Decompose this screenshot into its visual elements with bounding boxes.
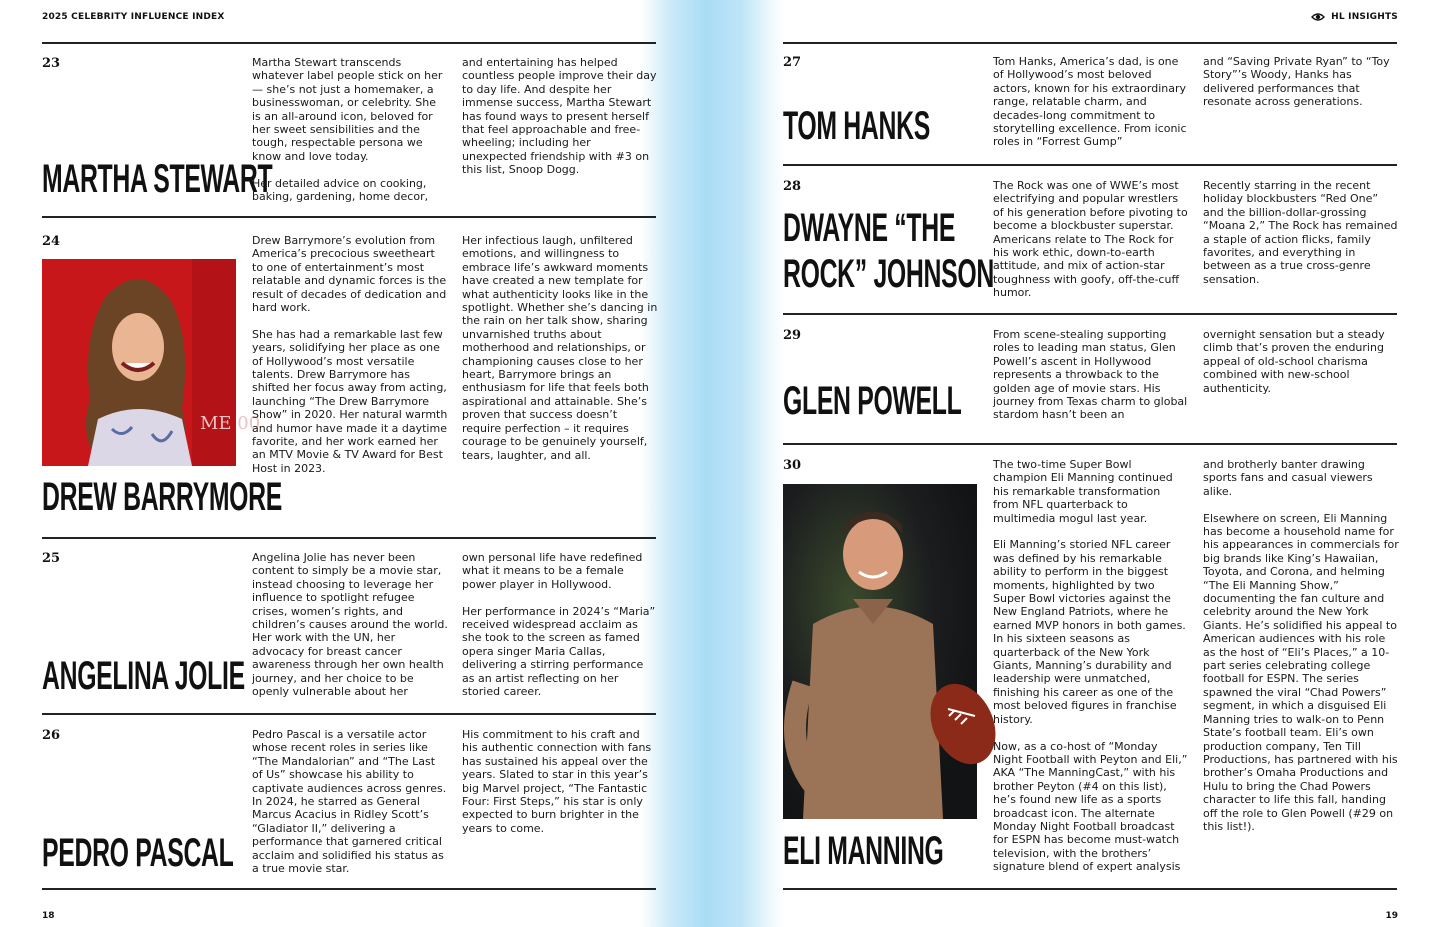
entry-glen-powell [783,328,1397,438]
paragraph: Martha Stewart transcends whatever label people stick on her— she’s not just a homemaker, a businesswoman, or celebrity. She is an all-around icon, beloved for her sweet sensibilities and the tough, respectable persona we know and love today. [252,56,443,163]
entry-dwayne-johnson [783,179,1397,304]
body-column-1 [252,728,448,875]
divider [42,537,656,539]
body-column-1 [993,55,1189,149]
divider [42,713,656,715]
paragraph: Her performance in 2024’s “Maria” received widespread acclaim as she took to the screen as famed opera singer Maria Callas, delivering a stirring performance as an artist reflecting on her storied career. [462,604,656,699]
paragraph: Her detailed advice on cooking, baking, gardening, home decor, [252,176,429,204]
body-column-1 [993,458,1189,874]
body-column-1 [252,234,448,475]
body-column-2 [1203,55,1399,109]
entry-tom-hanks [783,55,1397,155]
rank-number: 24 [42,234,61,249]
entry-pedro-pascal [42,728,656,878]
paragraph: Elsewhere on screen, Eli Manning has become a household name for his appearances in commercials for big brands like King’s Hawaiian, Toyota, and Corona, and helming “The Eli Manning Show,” documenting the fan culture and celebrity around the New York Giants. He’s solidified his appeal to American audiences with his role as the host of “Eli’s Places,” a 10-part series celebrating college football for ESPN. The series spawned the viral “Chad Powers” segment, in which a disguised Eli Manning tries to walk-on to Penn State’s football team. Eli’s own production company, Ten Till Productions, has partnered with his brother’s Omaha Productions and Hulu to bring the Chad Powers character to life this fall, handing off the role to Glen Powell (#29 on this list!). [1203,511,1399,833]
paragraph: Recently starring in the recent holiday blockbusters “Red One” and the billion-dollar-grossing “Moana 2,” The Rock has remained a staple of action flicks, family favorites, and everything in between as a true cross-genre sensation. [1203,179,1398,286]
body-column-2 [462,234,658,462]
celebrity-name: ELI MANNING [783,829,944,873]
page-number: 19 [1385,911,1398,921]
paragraph: Eli Manning’s storied NFL career was defined by his remarkable ability to perform in the biggest moments, highlighted by two Super Bowl victories against the New England Patriots, where he earned MVP honors in both games. In his sixteen seasons as quarterback of the New York Giants, Manning’s durability and leadership were unmatched, finishing his career as one of the most beloved figures in franchise history. [993,538,1186,726]
drew-barrymore-photo [42,259,261,466]
body-column-1 [252,551,448,698]
paragraph: and “Saving Private Ryan” to “Toy Story”’s Woody, Hanks has delivered performances that resonate across generations. [1203,55,1390,109]
running-head-right [1311,12,1398,22]
body-column-2 [1203,179,1399,286]
body-column-2 [462,728,658,835]
rank-number: 30 [783,458,802,473]
body-column-2 [462,551,658,698]
entry-angelina-jolie [42,551,656,701]
rank-number: 28 [783,179,802,194]
eye-icon [1311,12,1325,22]
rank-number: 25 [42,551,61,566]
left-page [0,0,700,927]
eli-manning-photo [783,484,977,819]
celebrity-name: TOM HANKS [783,104,930,148]
page-number: 18 [42,911,55,921]
celebrity-name: GLEN POWELL [783,379,962,423]
divider [42,888,656,890]
paragraph: The two-time Super Bowl champion Eli Manning continued his remarkable transformation from NFL quarterback to multimedia mogul last year. [993,458,1173,525]
celebrity-name: DREW BARRYMORE [42,475,282,519]
paragraph: Now, as a co-host of “Monday Night Football with Peyton and Eli,” AKA “The ManningCast,” with his brother Peyton (#4 on this list), he’s found new life as a sports broadcast icon. The alternate Monday Night Football broadcast for ESPN has become must-watch television, with the brothers’ signature blend of expert analysis [993,739,1188,874]
rank-number: 29 [783,328,802,343]
entry-drew-barrymore [42,234,656,529]
body-column-2 [1203,458,1399,833]
running-head-left: 2025 CELEBRITY INFLUENCE INDEX [42,12,225,22]
photo-overlay-text: ME 00 [200,413,261,434]
celebrity-name: ANGELINA JOLIE [42,654,245,698]
rank-number: 27 [783,55,802,70]
divider [783,42,1397,44]
body-column-1 [993,179,1189,300]
paragraph: The Rock was one of WWE’s most electrifying and popular wrestlers of his generation before pivoting to become a blockbuster superstar. Americans relate to The Rock for his work ethic, down-to-earth attitude, and mix of action-star toughness with goofy, off-the-cuff humor. [993,179,1188,300]
body-column-1 [252,56,448,203]
paragraph: Angelina Jolie has never been content to simply be a movie star, instead choosing to leverage her influence to spotlight refugee crises, women’s rights, and children’s causes around the world. Her work with the UN, her advocacy for breast cancer awareness through her own health journey, and her choice to be openly vulnerable about her [252,551,448,699]
celebrity-name: PEDRO PASCAL [42,831,234,875]
paragraph: From scene-stealing supporting roles to leading man status, Glen Powell’s ascent in Hollywood represents a throwback to the golden age of movie stars. His journey from Texas charm to global stardom hasn’t been an [993,328,1188,422]
entry-eli-manning [783,458,1397,883]
divider [42,216,656,218]
paragraph: Pedro Pascal is a versatile actor whose recent roles in series like “The Mandalorian” and “The Last of Us” showcase his ability to captivate audiences across genres. In 2024, he starred as General Marcus Acacius in Ridley Scott’s “Gladiator II,” delivering a performance that garnered critical acclaim and solidified his status as a true movie star. [252,728,447,876]
divider [783,313,1397,315]
rank-number: 23 [42,56,61,71]
right-page [740,0,1440,927]
divider [783,164,1397,166]
brand-label: HL INSIGHTS [1331,12,1398,22]
body-column-1 [993,328,1189,422]
rank-number: 26 [42,728,61,743]
paragraph: Tom Hanks, America’s dad, is one of Hollywood’s most beloved actors, known for his extraordinary range, relatable charm, and decades-long commitment to storytelling excellence. From iconic roles in “Forrest Gump” [993,55,1187,149]
entry-martha-stewart [42,56,656,206]
paragraph: and brotherly banter drawing sports fans and casual viewers alike. [1203,458,1373,498]
paragraph: overnight sensation but a steady climb that’s proven the enduring appeal of old-school charisma combined with new-school authenticity. [1203,328,1385,395]
paragraph: and entertaining has helped countless people improve their day to day life. And despite her immense success, Martha Stewart has found ways to present herself that feel approachable and free-wheeling; including her unexpected friendship with #3 on this list, Snoop Dogg. [462,56,657,177]
paragraph: own personal life have redefined what it means to be a female power player in Hollywood. [462,551,643,591]
divider [783,888,1397,890]
divider [42,42,656,44]
celebrity-name: MARTHA STEWART [42,157,273,201]
paragraph: His commitment to his craft and his authentic connection with fans has sustained his appeal over the years. Slated to star in this year’s big Marvel project, “The Fantastic Four: First Steps,” his star is only expected to burn brighter in the years to come. [462,728,652,835]
paragraph: She has had a remarkable last few years, solidifying her place as one of Hollywood’s most versatile talents. Drew Barrymore has shifted her focus away from acting, launching “The Drew Barrymore Show” in 2020. Her natural warmth and humor have made it a daytime favorite, and her work earned her an MTV Movie & TV Award for Best Host in 2023. [252,327,448,475]
paragraph: Drew Barrymore’s evolution from America’s precocious sweetheart to one of entertainment’s most relatable and dynamic forces is the result of decades of dedication and hard work. [252,234,447,315]
celebrity-name-line-1: DWAYNE “THE [783,206,956,250]
body-column-2 [462,56,658,177]
celebrity-name-line-2: ROCK” JOHNSON [783,252,994,296]
body-column-2 [1203,328,1399,395]
divider [783,443,1397,445]
paragraph: Her infectious laugh, unfiltered emotions, and willingness to embrace life’s awkward moments have created a new template for what authenticity looks like in the spotlight. Whether she’s dancing in the rain on her talk show, sharing unvarnished truths about motherhood and relationships, or championing causes close to her heart, Barrymore brings an enthusiasm for life that feels both aspirational and attainable. She’s proven that success doesn’t require perfection – it requires courage to be genuinely yourself, tears, laughter, and all. [462,234,658,462]
